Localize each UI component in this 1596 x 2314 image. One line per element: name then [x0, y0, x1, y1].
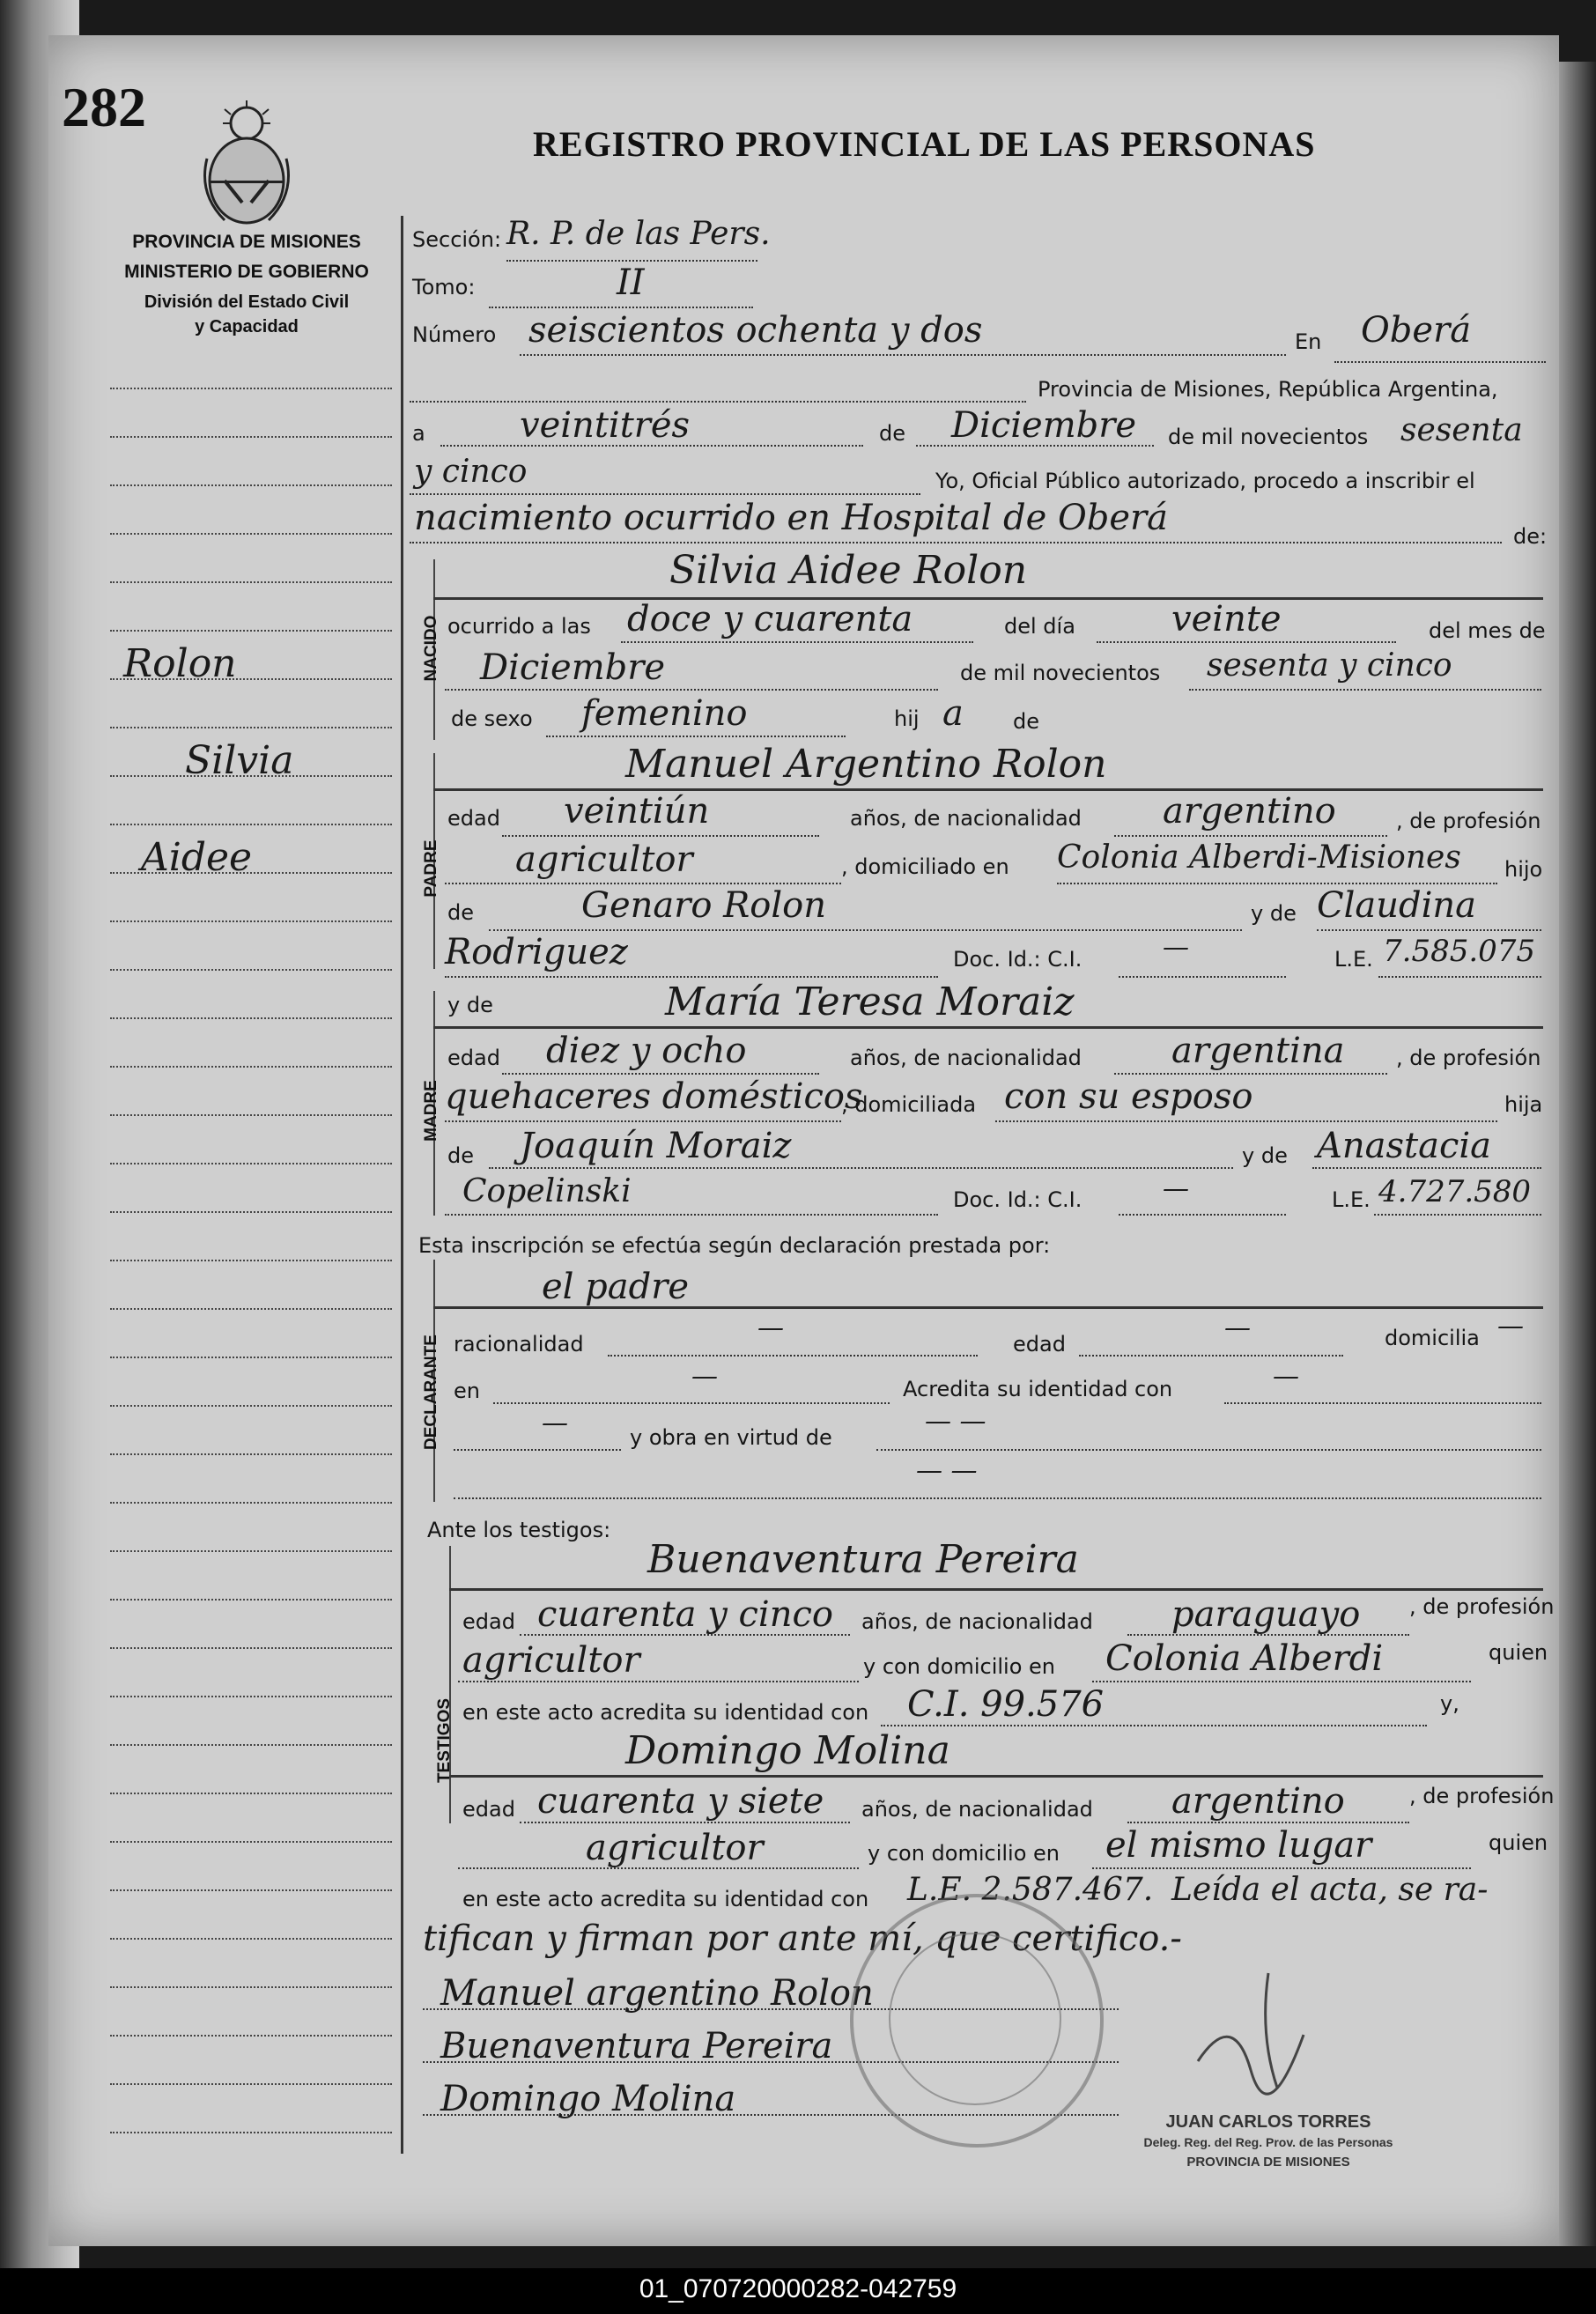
testigo-1-nombre: Buenaventura Pereira	[647, 1537, 1079, 1582]
t2-edad: cuarenta y siete	[537, 1781, 824, 1822]
t1-profesion: agricultor	[462, 1640, 640, 1681]
declarante-obra: — —	[925, 1406, 986, 1437]
declarante-obra-label: y obra en virtud de	[630, 1425, 832, 1450]
declarante-domicilio: —	[1497, 1311, 1524, 1342]
tomo-label: Tomo:	[412, 275, 476, 299]
firma-3: Domingo Molina	[440, 2079, 736, 2119]
t1-quien-label: quien	[1489, 1640, 1548, 1665]
testigo-2-nombre: Domingo Molina	[625, 1728, 950, 1773]
padre-domicilio-label: , domiciliado en	[841, 854, 1009, 879]
abuela-materna-2: Copelinski	[462, 1173, 632, 1209]
madre-doc-value: —	[1163, 1173, 1189, 1204]
cierre-1: Leída el acta, se ra-	[1171, 1872, 1489, 1908]
mes-registro: Diciembre	[951, 405, 1137, 446]
firma-2: Buenaventura Pereira	[440, 2026, 833, 2066]
madre-y-de-label: y de	[447, 993, 493, 1017]
declarante-intro: Esta inscripción se efectúa según declaración prestada por:	[418, 1233, 1051, 1258]
declarante-edad-label: edad	[1013, 1332, 1066, 1357]
del-mes-label: del mes de	[1429, 618, 1546, 643]
padre-hijo-label: hijo	[1504, 857, 1543, 882]
de-label-nacido: de	[1013, 709, 1039, 734]
firma-1: Manuel argentino Rolon	[440, 1973, 874, 2014]
section-madre: MADRE	[422, 1080, 440, 1142]
madre-anios-label: años, de nacionalidad	[850, 1046, 1082, 1070]
padre-nacionalidad: argentino	[1163, 791, 1336, 832]
page-number: 282	[62, 76, 146, 138]
declarante-en-label: en	[454, 1379, 480, 1403]
declarante-en: —	[691, 1361, 718, 1392]
t2-acredita-label: en este acto acredita su identidad con	[462, 1887, 869, 1911]
t1-anios-label: años, de nacionalidad	[861, 1609, 1093, 1634]
file-caption: 01_070720000282-042759	[639, 2274, 957, 2303]
madre-profesion: quehaceres domésticos	[445, 1076, 863, 1117]
en-value: Oberá	[1361, 310, 1472, 351]
abuelo-materno: Joaquín Moraiz	[520, 1126, 792, 1166]
madre-hija-label: hija	[1504, 1092, 1543, 1117]
section-nacido: NACIDO	[422, 615, 440, 682]
abuela-paterna-1: Claudina	[1317, 885, 1477, 926]
ocurrido-label: ocurrido a las	[447, 614, 591, 639]
t2-doc: L.E. 2.587.467.	[907, 1872, 1154, 1908]
madre-le-value: 4.727.580	[1378, 1174, 1532, 1209]
page-edge	[1559, 62, 1596, 2246]
numero-value: seiscientos ochenta y dos	[528, 310, 983, 351]
dia-registro: veintitrés	[520, 405, 691, 446]
anio-nacimiento: sesenta y cinco	[1207, 647, 1452, 684]
a-label: a	[412, 421, 425, 446]
hecho-value: nacimiento ocurrido en Hospital de Oberá	[414, 498, 1169, 538]
padre-anios-label: años, de nacionalidad	[850, 806, 1082, 831]
margin-name-2: Aidee	[141, 835, 253, 880]
t2-profesion-label: , de profesión	[1409, 1784, 1555, 1808]
numero-label: Número	[412, 322, 497, 347]
sexo-label: de sexo	[451, 706, 533, 731]
padre-doc-value: —	[1163, 932, 1189, 963]
seccion-value: R. P. de las Pers.	[506, 216, 771, 252]
testigos-intro: Ante los testigos:	[427, 1518, 611, 1542]
madre-de-label: de	[447, 1143, 474, 1168]
madre-y-de-label-2: y de	[1242, 1143, 1288, 1168]
de-colon: de:	[1513, 524, 1548, 549]
mil-label: de mil novecientos	[1168, 425, 1369, 449]
division-line-2: y Capacidad	[195, 317, 299, 336]
t1-nacionalidad: paraguayo	[1171, 1594, 1361, 1635]
t2-quien-label: quien	[1489, 1830, 1548, 1855]
section-padre: PADRE	[422, 839, 440, 898]
official-seal	[850, 1894, 1104, 2148]
tomo-value: II	[617, 262, 645, 303]
t2-nacionalidad: argentino	[1171, 1781, 1345, 1822]
declarante-acredita-label: Acredita su identidad con	[903, 1377, 1173, 1401]
declarante-acredita: —	[1273, 1361, 1299, 1392]
official-signature	[1180, 1955, 1339, 2114]
madre-edad: diez y ocho	[546, 1031, 747, 1071]
ministry-name: MINISTERIO DE GOBIERNO	[124, 262, 369, 282]
madre-doc-label: Doc. Id.: C.I.	[953, 1187, 1082, 1212]
padre-y-de-label: y de	[1251, 901, 1297, 926]
declarante-edad: —	[1224, 1312, 1251, 1343]
oficial-provincia: PROVINCIA DE MISIONES	[1186, 2155, 1350, 2170]
t1-edad-label: edad	[462, 1609, 515, 1634]
seccion-label: Sección:	[412, 227, 502, 252]
dia-nacimiento: veinte	[1171, 599, 1282, 639]
cierre-2: tifican y firman por ante mí, que certifico.-	[423, 1918, 1182, 1959]
madre-domicilio: con su esposo	[1004, 1076, 1253, 1117]
madre-domicilio-label: , domiciliada	[841, 1092, 977, 1117]
padre-le-label: L.E.	[1334, 947, 1373, 972]
madre-le-label: L.E.	[1332, 1187, 1371, 1212]
t2-domicilio-label: y con domicilio en	[868, 1841, 1060, 1866]
del-dia-label: del día	[1004, 614, 1075, 639]
madre-nacionalidad: argentina	[1171, 1031, 1345, 1071]
de-label: de	[879, 421, 905, 446]
hora-value: doce y cuarenta	[627, 599, 913, 639]
t1-y-label: y,	[1440, 1691, 1459, 1716]
anio-registro-1: sesenta	[1400, 412, 1523, 448]
t1-profesion-label: , de profesión	[1409, 1594, 1555, 1619]
sexo-value: femenino	[581, 693, 748, 734]
oficial-cargo: Deleg. Reg. del Reg. Prov. de las Personas	[1143, 2135, 1393, 2149]
registry-title: REGISTRO PROVINCIAL DE LAS PERSONAS	[533, 124, 1316, 164]
t1-acredita-label: en este acto acredita su identidad con	[462, 1700, 869, 1725]
declarante-extra: — —	[916, 1455, 978, 1486]
anio-registro-2: y cinco	[414, 454, 528, 490]
padre-domicilio: Colonia Alberdi-Misiones	[1057, 839, 1461, 876]
t2-domicilio: el mismo lugar	[1105, 1825, 1372, 1866]
nacido-nombre: Silvia Aidee Rolon	[669, 548, 1028, 593]
padre-doc-label: Doc. Id.: C.I.	[953, 947, 1082, 972]
t1-domicilio-label: y con domicilio en	[863, 1654, 1056, 1679]
t1-edad: cuarenta y cinco	[537, 1594, 833, 1635]
padre-de-label: de	[447, 900, 474, 925]
declarante-nacionalidad: —	[757, 1312, 784, 1343]
mes-nacimiento: Diciembre	[480, 647, 666, 688]
t1-doc: C.I. 99.576	[907, 1684, 1105, 1725]
t2-anios-label: años, de nacionalidad	[861, 1797, 1093, 1822]
section-testigos: TESTIGOS	[435, 1697, 454, 1784]
mil-label-nacido: de mil novecientos	[960, 661, 1161, 685]
madre-edad-label: edad	[447, 1046, 500, 1070]
column-divider	[401, 216, 403, 2154]
padre-edad: veintiún	[564, 791, 710, 832]
declarante-nacionalidad-label: racionalidad	[454, 1332, 584, 1357]
padre-edad-label: edad	[447, 806, 500, 831]
hij-value: a	[942, 693, 964, 734]
margin-name-1: Silvia	[185, 738, 294, 783]
padre-le-value: 7.585.075	[1383, 934, 1536, 969]
margin-surname: Rolon	[123, 641, 237, 686]
t2-edad-label: edad	[462, 1797, 515, 1822]
padre-profesion: agricultor	[515, 839, 693, 880]
abuelo-paterno: Genaro Rolon	[581, 885, 826, 926]
provincia-line: Provincia de Misiones, República Argentina,	[1038, 377, 1498, 402]
oficial-nombre: JUAN CARLOS TORRES	[1165, 2112, 1371, 2132]
en-label: En	[1295, 329, 1322, 354]
abuela-paterna-2: Rodriguez	[445, 932, 628, 972]
padre-profesion-label: , de profesión	[1396, 809, 1541, 833]
yo-line: Yo, Oficial Público autorizado, procedo a inscribir el	[935, 469, 1475, 493]
declarante-obra-pre: —	[542, 1408, 568, 1438]
hij-label: hij	[894, 706, 920, 731]
province-name: PROVINCIA DE MISIONES	[132, 232, 361, 252]
t1-domicilio: Colonia Alberdi	[1105, 1638, 1384, 1679]
t2-profesion: agricultor	[586, 1828, 764, 1868]
declarante-domicilio-label: domicilia	[1385, 1326, 1480, 1350]
padre-nombre: Manuel Argentino Rolon	[625, 742, 1107, 787]
abuela-materna-1: Anastacia	[1317, 1126, 1491, 1166]
division-line-1: División del Estado Civil	[144, 292, 350, 312]
coat-of-arms-icon	[198, 97, 295, 229]
madre-profesion-label: , de profesión	[1396, 1046, 1541, 1070]
madre-nombre: María Teresa Moraiz	[665, 980, 1075, 1024]
section-declarante: DECLARANTE	[422, 1334, 440, 1450]
declarante-nombre: el padre	[542, 1267, 690, 1307]
